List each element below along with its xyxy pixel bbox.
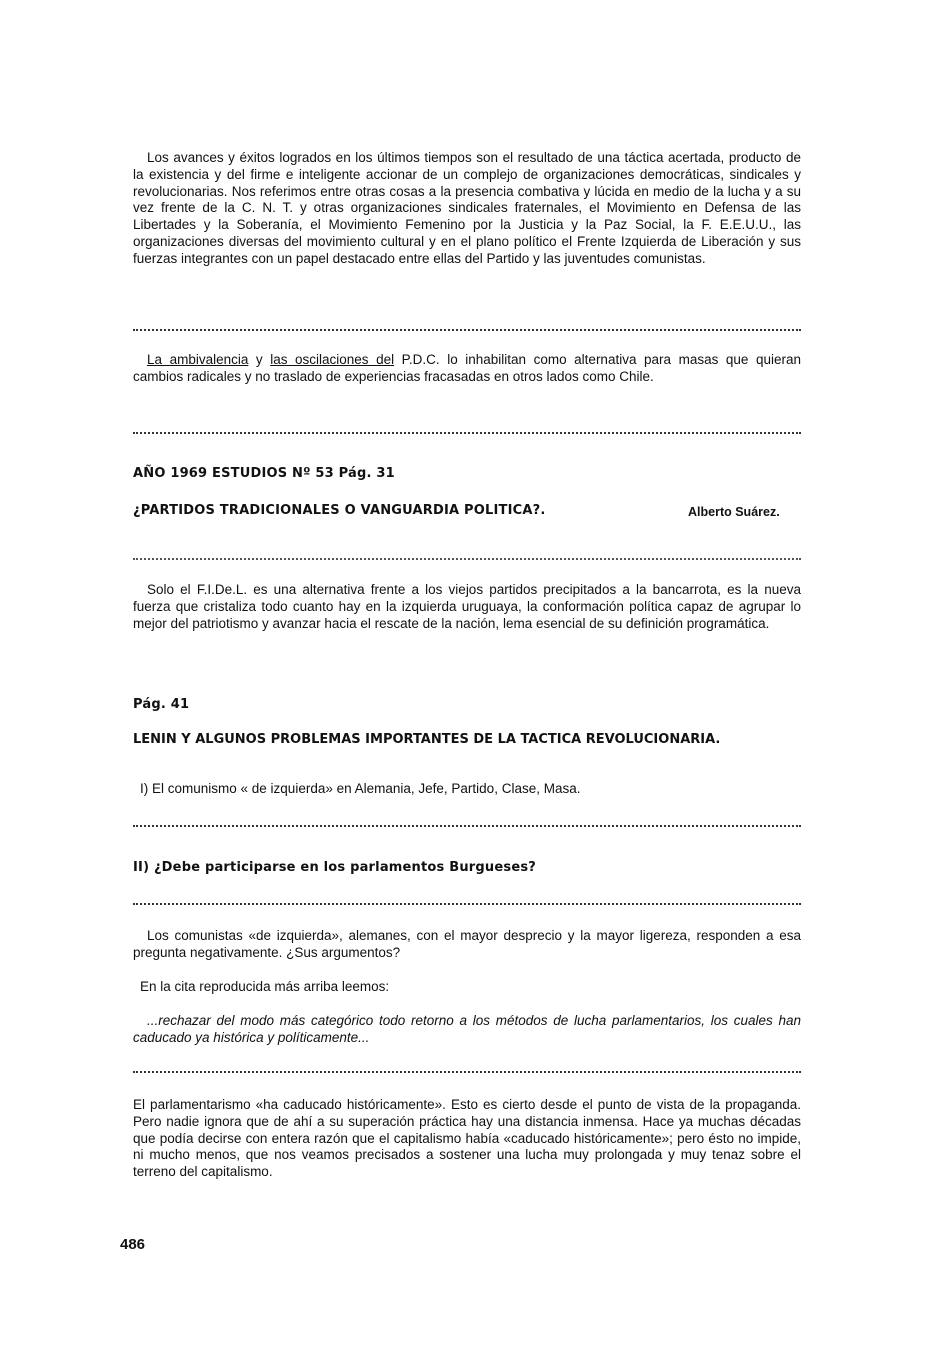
underlined-text: las oscilaciones del [270, 352, 395, 367]
dotted-separator [133, 1071, 801, 1073]
paragraph-pdc [133, 352, 801, 386]
source-reference: Pág. 41 [133, 697, 190, 712]
dotted-separator [133, 825, 801, 827]
paragraph-intro: Los avances y éxitos logrados en los últimos tiempos son el resultado de una táctica acertada, producto de la existencia y del firme e inteligente accionar de un complejo de organizaciones democráticas, sindicales y revolucionarias. Nos referimos entre otras cosas a la presencia combativa y lúcida en medio de la lucha y a su vez frente de la C. N. T. y otras organizaciones sindicales fraternales, el Movimiento en Defensa de las Libertades y la Soberanía, el Movimiento Femenino por la Justicia y la Paz Social, la F. E.E.U.U., las organizaciones diversas del movimiento cultural y en el plano político el Frente Izquierda de Liberación y sus fuerzas integrantes con un papel destacado entre ellas del Partido y las juventudes comunistas. [133, 150, 801, 266]
paragraph-fidel: Solo el F.I.De.L. es una alternativa frente a los viejos partidos precipitados a la bancarrota, es la nueva fuerza que cristaliza todo cuanto hay en la izquierda uruguaya, la conformación política capaz de agrupar lo mejor del patriotismo y avanzar hacia el rescate de la nación, lema esencial de su definición programática. [133, 582, 801, 631]
dotted-separator [133, 432, 801, 434]
article-title: ¿PARTIDOS TRADICIONALES O VANGUARDIA POLITICA?. [133, 503, 546, 518]
list-item: I) El comunismo « de izquierda» en Alemania, Jefe, Partido, Clase, Masa. [140, 781, 581, 796]
paragraph-cita: En la cita reproducida más arriba leemos: [140, 979, 390, 994]
dotted-separator [133, 558, 801, 560]
text-run: P.D.C. lo inhabilitan como alternativa para masas que quieran cambios radicales y no traslado de experiencias fracasadas en otros lados como Chile. [133, 352, 801, 384]
quotation: ...rechazar del modo más categórico todo retorno a los métodos de lucha parlamentarios, los cuales han caducado ya histórica y políticamente... [133, 1013, 801, 1045]
text-run: y [248, 352, 271, 367]
underlined-text: La ambivalencia [147, 352, 249, 367]
author-name: Alberto Suárez. [688, 505, 780, 519]
dotted-separator [133, 903, 801, 905]
section-question: II) ¿Debe participarse en los parlamentos Burgueses? [133, 860, 537, 875]
page-number: 486 [120, 1236, 146, 1253]
source-reference: AÑO 1969 ESTUDIOS Nº 53 Pág. 31 [133, 466, 395, 481]
paragraph-comunistas: Los comunistas «de izquierda», alemanes, con el mayor desprecio y la mayor ligereza, responden a esa pregunta negativamente. ¿Sus argumentos? [133, 928, 801, 960]
dotted-separator [133, 329, 801, 331]
article-title: LENIN Y ALGUNOS PROBLEMAS IMPORTANTES DE LA TACTICA REVOLUCIONARIA. [133, 732, 721, 747]
paragraph-parlamentarismo: El parlamentarismo «ha caducado históricamente». Esto es cierto desde el punto de vista de la propaganda. Pero nadie ignora que de ahí a su superación práctica hay una distancia inmensa. Hace ya muchas décadas que podía decirse con entera razón que el capitalismo había «caducado históricamente»; pero ésto no impide, ni mucho menos, que nos veamos precisados a sostener una lucha muy prolongada y muy tenaz sobre el terreno del capitalismo. [133, 1097, 801, 1180]
